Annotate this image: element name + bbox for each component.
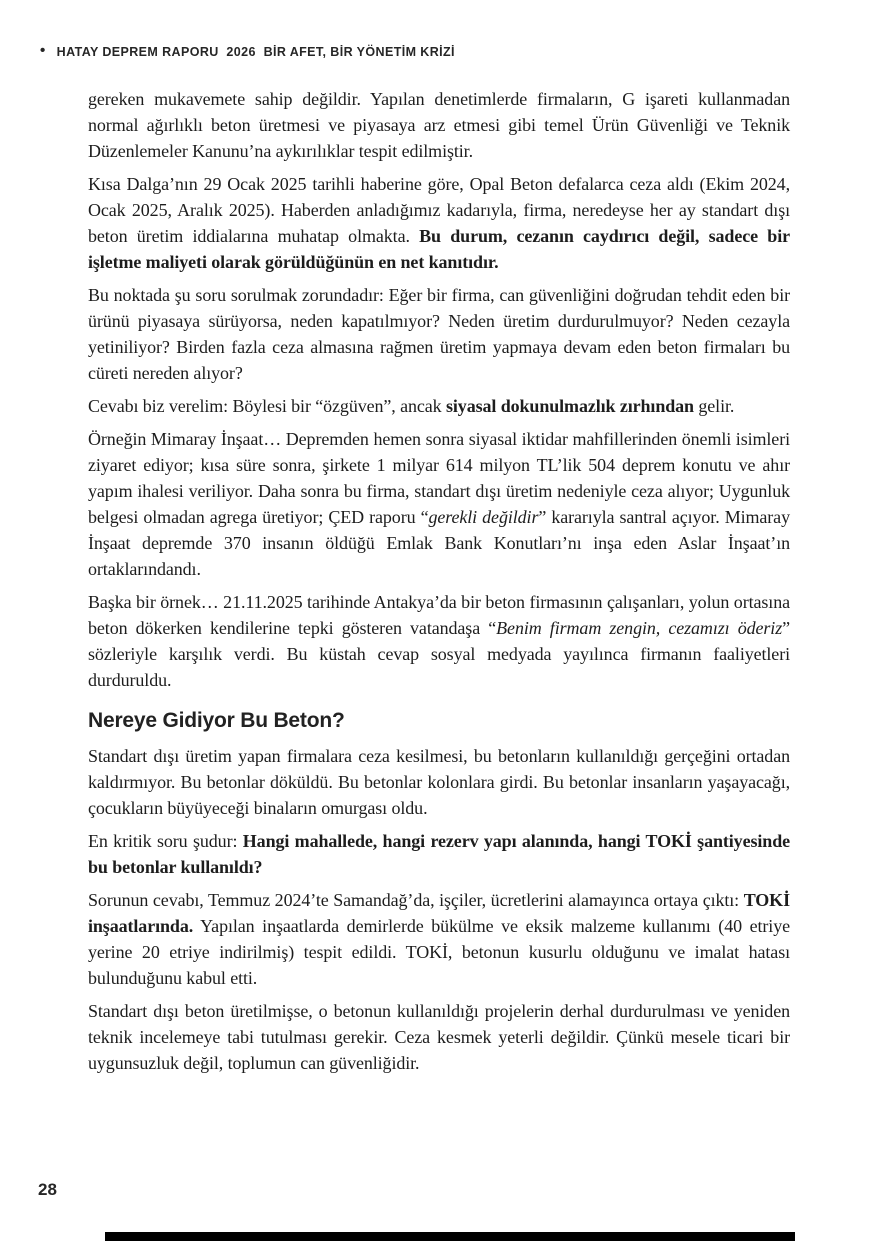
running-header bbox=[40, 44, 455, 59]
page-number: 28 bbox=[38, 1180, 57, 1199]
paragraph: Standart dışı üretim yapan firmalara ceza kesilmesi, bu betonların kullanıldığı gerçeğini ortadan kaldırmıyor. Bu betonlar döküldü. Bu betonlar kolonlara girdi. Bu betonlar insanların yaşayacağı, çocukların büyüyeceği binaların omurgası oldu. bbox=[88, 746, 790, 818]
paragraph: Kısa Dalga’nın 29 Ocak 2025 tarihli haberine göre, Opal Beton defalarca ceza aldı (Ekim 2024, Ocak 2025, Aralık 2025). Haberden anladığımız kadarıyla, firma, neredeyse her ay standart dışı beton üretim iddialarına muhatap olmakta. Bu durum, cezanın caydırıcı değil, sadece bir işletme maliyeti olarak görüldüğünün en net kanıtıdır. bbox=[88, 174, 790, 272]
paragraph: Başka bir örnek… 21.11.2025 tarihinde Antakya’da bir beton firmasının çalışanları, yolun ortasına beton dökerken kendilerine tepki gösteren vatandaşa “Benim firmam zengin, cezamızı öderiz” sözleriyle karşılık verdi. Bu küstah cevap sosyal medyada yayılınca firmanın faaliyetleri durduruldu. bbox=[88, 592, 790, 690]
bullet-icon: • bbox=[40, 42, 46, 59]
running-header-title: HATAY DEPREM RAPORU 2026 BİR AFET, BİR YÖNETİM KRİZİ bbox=[56, 44, 455, 59]
footer-bar bbox=[105, 1232, 795, 1241]
paragraph: Cevabı biz verelim: Böylesi bir “özgüven”, ancak siyasal dokunulmazlık zırhından gelir. bbox=[88, 396, 735, 416]
paragraph: En kritik soru şudur: Hangi mahallede, hangi rezerv yapı alanında, hangi TOKİ şantiyesinde bu betonlar kullanıldı? bbox=[88, 831, 790, 877]
paragraph: Örneğin Mimaray İnşaat… Depremden hemen sonra siyasal iktidar mahfillerinden önemli isimleri ziyaret ediyor; kısa süre sonra, şirkete 1 milyar 614 milyon TL’lik 504 deprem konutu ve ahır yapım ihalesi veriliyor. Daha sonra bu firma, standart dışı üretim nedeniyle ceza alıyor; Uygunluk belgesi olmadan agrega üretiyor; ÇED raporu “gerekli değildir” kararıyla santral açıyor. Mimaray İnşaat depremde 370 insanın öldüğü Emlak Bank Konutları’nı inşa eden Aslar İnşaat’ın ortaklarındandı. bbox=[88, 429, 790, 579]
article-body bbox=[88, 86, 790, 1083]
paragraph: Standart dışı beton üretilmişse, o betonun kullanıldığı projelerin derhal durdurulması ve yeniden teknik incelemeye tabi tutulması gerekir. Ceza kesmek yeterli değildir. Çünkü mesele ticari bir uygunsuzluk değil, toplumun can güvenliğidir. bbox=[88, 1001, 790, 1073]
paragraph: gereken mukavemete sahip değildir. Yapılan denetimlerde firmaların, G işareti kullanmadan normal ağırlıklı beton üretmesi ve piyasaya arz etmesi gibi temel Ürün Güvenliği ve Teknik Düzenlemeler Kanunu’na aykırılıklar tespit edilmiştir. bbox=[88, 89, 790, 161]
paragraph: Sorunun cevabı, Temmuz 2024’te Samandağ’da, işçiler, ücretlerini alamayınca ortaya çıktı: TOKİ inşaatlarında. Yapılan inşaatlarda demirlerde bükülme ve eksik malzeme kullanımı (40 etriye yerine 20 etriye indirilmiş) tespit edildi. TOKİ, betonun kusurlu olduğunu ve imalat hatası bulunduğunu kabul etti. bbox=[88, 890, 790, 988]
section-heading: Nereye Gidiyor Bu Beton? bbox=[88, 709, 345, 732]
paragraph: Bu noktada şu soru sorulmak zorundadır: Eğer bir firma, can güvenliğini doğrudan tehdit eden bir ürünü piyasaya sürüyorsa, neden kapatılmıyor? Neden üretim durdurulmuyor? Neden cezayla yetiniliyor? Birden fazla ceza almasına rağmen üretim yapmaya devam eden beton firmaları bu cüreti nereden alıyor? bbox=[88, 285, 790, 383]
